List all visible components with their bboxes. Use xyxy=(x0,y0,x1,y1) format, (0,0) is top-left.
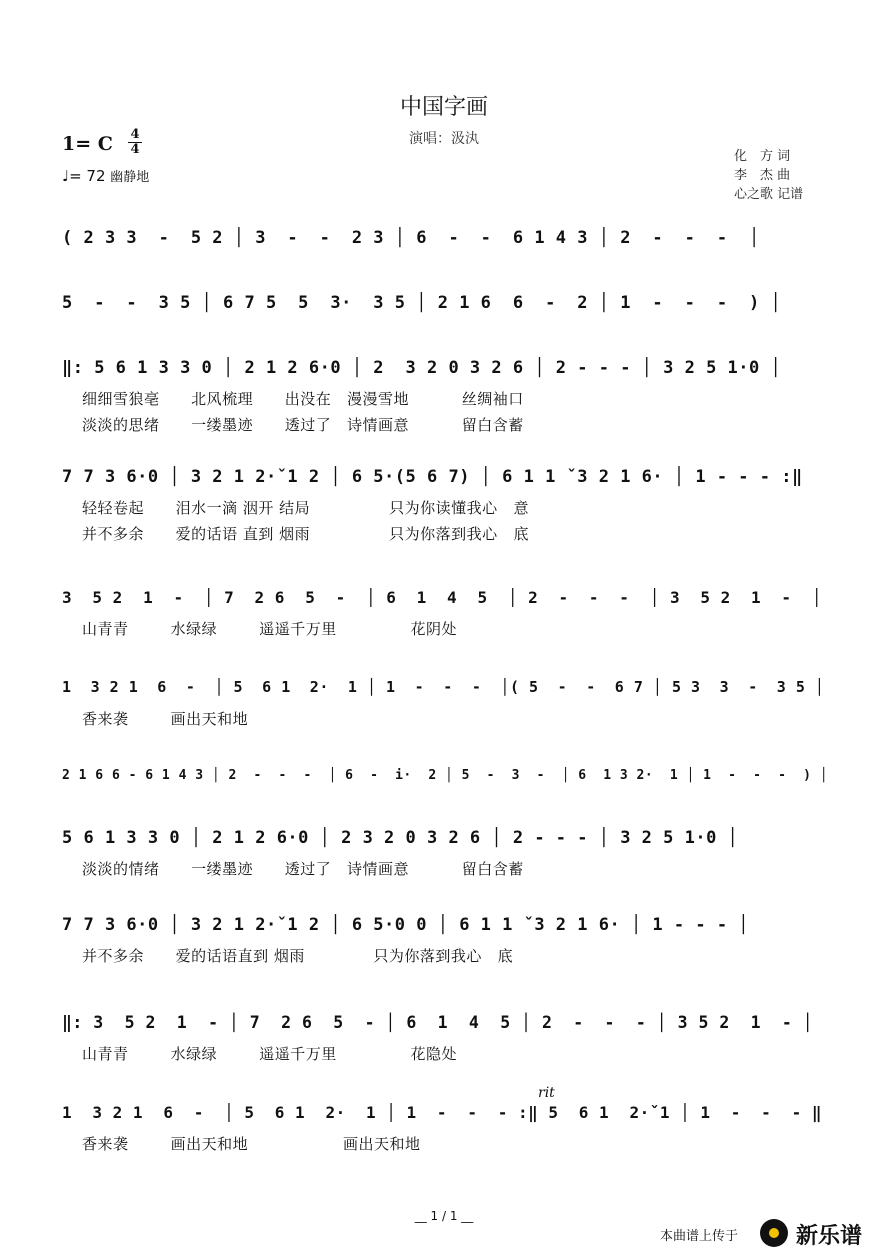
notation-row: 3 5 2 1 - │ 7 2 6 5 - │ 6 1 4 5 │ 2 - - - │ 3 5 2 1 - │ xyxy=(62,588,822,607)
notation-row: 2 1 6 6 - 6 1 4 3 │ 2 - - - │ 6 - i· 2 │ 5 - 3 - │ 6 1 3 2· 1 │ 1 - - - ) │ xyxy=(62,768,829,783)
lyric-row: 淡淡的思绪 一缕墨迹 透过了 诗情画意 留白含蓄 xyxy=(82,416,524,434)
transcriber: 心之歌 记谱 xyxy=(734,187,804,202)
notation-row: 7 7 3 6·0 │ 3 2 1 2·ˇ1 2 │ 6 5·0 0 │ 6 1 1 ˇ3 2 1 6· │ 1 - - - │ xyxy=(62,915,750,935)
song-title: 中国字画 xyxy=(399,95,488,120)
notation-row: 5 - - 3 5 │ 6 7 5 5 3· 3 5 │ 2 1 6 6 - 2 │ 1 - - - ) │ xyxy=(62,293,782,313)
notation-row: 7 7 3 6·0 │ 3 2 1 2·ˇ1 2 │ 6 5·(5 6 7) │ 6 1 1 ˇ3 2 1 6· │ 1 - - - :‖ xyxy=(62,467,803,487)
singer-credit: 演唱：汲汍 xyxy=(409,131,479,147)
lyric-row: 山青青 水绿绿 遥遥千万里 花隐处 xyxy=(82,1045,458,1063)
lyric-row: 并不多余 爱的话语 直到 烟雨 只为你落到我心 底 xyxy=(82,525,529,543)
notation-row: 1 3 2 1 6 - │ 5 6 1 2· 1 │ 1 - - - :‖ 5 6 1 2·ˇ1 │ 1 - - - ‖ xyxy=(62,1103,822,1122)
tempo-marking: ♩= 72 幽静地 xyxy=(62,167,150,185)
key-signature: 1= C xyxy=(62,133,113,155)
composer: 李 杰 曲 xyxy=(734,168,791,183)
notation-row: 1 3 2 1 6 - │ 5 6 1 2· 1 │ 1 - - - │( 5 - - 6 7 │ 5 3 3 - 3 5 │ xyxy=(62,678,825,696)
lyric-row: 山青青 水绿绿 遥遥千万里 花阴处 xyxy=(82,620,458,638)
notation-row: ‖: 3 5 2 1 - │ 7 2 6 5 - │ 6 1 4 5 │ 2 - - - │ 3 5 2 1 - │ xyxy=(62,1013,814,1032)
site-logo[interactable]: 新乐谱 xyxy=(796,1224,863,1249)
page-number: __ 1 / 1 __ xyxy=(414,1209,474,1223)
quarter-note-icon: ♩ xyxy=(62,167,70,185)
credits xyxy=(734,147,803,204)
lyric-row: 并不多余 爱的话语直到 烟雨 只为你落到我心 底 xyxy=(82,947,514,965)
lyric-row: 淡淡的情绪 一缕墨迹 透过了 诗情画意 留白含蓄 xyxy=(82,860,524,878)
notation-row: ( 2 3 3 - 5 2 │ 3 - - 2 3 │ 6 - - 6 1 4 3 │ 2 - - - │ xyxy=(62,228,760,248)
lyric-row: 香来袭 画出天和地 xyxy=(82,710,249,728)
uploaded-label: 本曲谱上传于 xyxy=(660,1229,739,1244)
notation-row: ‖: 5 6 1 3 3 0 │ 2 1 2 6·0 │ 2 3 2 0 3 2 6 │ 2 - - - │ 3 2 5 1·0 │ xyxy=(62,358,782,378)
lyricist: 化 方 词 xyxy=(734,149,791,164)
notation-row: 5 6 1 3 3 0 │ 2 1 2 6·0 │ 2 3 2 0 3 2 6 │ 2 - - - │ 3 2 5 1·0 │ xyxy=(62,828,739,848)
time-signature: 4 4 xyxy=(128,128,142,157)
rit-marking: rit xyxy=(538,1085,555,1101)
lyric-row: 细细雪狼亳 北风梳理 出没在 漫漫雪地 丝绸袖口 xyxy=(82,390,524,408)
lyric-row: 轻轻卷起 泪水一滴 洇开 结局 只为你读懂我心 意 xyxy=(82,499,529,517)
record-logo-icon xyxy=(760,1219,788,1247)
lyric-row: 香来袭 画出天和地 画出天和地 xyxy=(82,1135,421,1153)
